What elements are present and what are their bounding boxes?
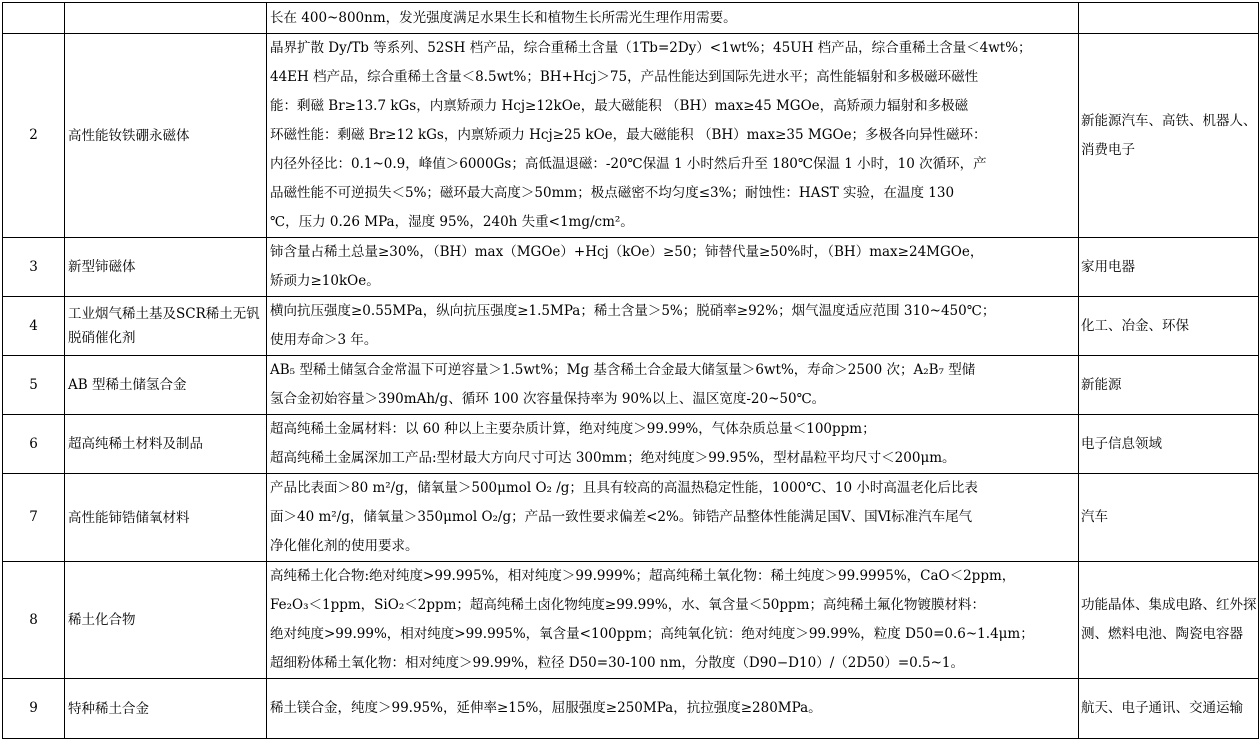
spec-line: 内径外径比：0.1~0.9，峰值＞6000Gs；高低温退磁：-20℃保温 1 小时然后升至 180℃保温 1 小时，10 次循环，产	[270, 156, 987, 172]
row-number: 3	[3, 238, 65, 297]
technical-spec	[267, 356, 1079, 415]
table-row	[3, 297, 1259, 356]
spec-line: 净化催化剂的使用要求。	[270, 538, 419, 554]
spec-line: Fe₂O₃＜1ppm，SiO₂＜2ppm；超高纯稀土卤化物纯度≥99.99%，水、氧含量＜50ppm；高纯稀土氟化物镀膜材料：	[270, 597, 985, 613]
table-row	[3, 415, 1259, 474]
application-field: 新能源汽车、高铁、机器人、消费电子	[1079, 34, 1259, 238]
rare-earth-materials-table	[2, 2, 1259, 739]
technical-spec	[267, 238, 1079, 297]
product-name: 工业烟气稀土基及SCR稀土无钒脱硝催化剂	[65, 297, 267, 356]
table-row	[3, 356, 1259, 415]
application-field: 化工、冶金、环保	[1079, 297, 1259, 356]
application-field: 电子信息领域	[1079, 415, 1259, 474]
table-row	[3, 679, 1259, 739]
spec-line: 品磁性能不可逆损失＜5%；磁环最大高度＞50mm；极点磁密不均匀度≤3%；耐蚀性：HAST 实验，在温度 130	[270, 185, 955, 201]
product-name: 高性能钕铁硼永磁体	[65, 34, 267, 238]
technical-spec	[267, 297, 1079, 356]
table-row	[3, 562, 1259, 679]
spec-line: 面＞40 m²/g，储氧量＞350μmol O₂/g；产品一致性要求偏差<2%。铈锆产品整体性能满足国Ⅴ、国Ⅵ标准汽车尾气	[270, 509, 973, 525]
spec-line: 氢合金初始容量＞390mAh/g、循环 100 次容量保持率为 90%以上、温区宽度-20~50℃。	[270, 391, 826, 407]
row-number: 6	[3, 415, 65, 474]
application-field	[1079, 3, 1259, 34]
table-row	[3, 3, 1259, 34]
product-name: AB 型稀土储氢合金	[65, 356, 267, 415]
technical-spec	[267, 679, 1079, 739]
table-row	[3, 238, 1259, 297]
spec-line: 44EH 档产品，综合重稀土含量＜8.5wt%；BH+Hcj＞75，产品性能达到国际先进水平；高性能辐射和多极磁环磁性	[270, 69, 979, 85]
application-field: 汽车	[1079, 474, 1259, 562]
product-name	[65, 3, 267, 34]
technical-spec	[267, 474, 1079, 562]
row-number: 4	[3, 297, 65, 356]
product-name: 新型铈磁体	[65, 238, 267, 297]
product-name: 高性能铈锆储氧材料	[65, 474, 267, 562]
spec-line: 晶界扩散 Dy/Tb 等系列、52SH 档产品，综合重稀土含量（1Tb=2Dy）<1wt%；45UH 档产品，综合重稀土含量＜4wt%；	[270, 40, 1032, 56]
spec-line: 长在 400~800nm，发光强度满足水果生长和植物生长所需光生理作用需要。	[270, 9, 737, 26]
product-name: 特种稀土合金	[65, 679, 267, 739]
application-field: 航天、电子通讯、交通运输	[1079, 679, 1259, 739]
spec-line: 横向抗压强度≥0.55MPa，纵向抗压强度≥1.5MPa；稀土含量＞5%；脱硝率≥92%；烟气温度适应范围 310~450℃；	[270, 303, 996, 319]
spec-line: 产品比表面＞80 m²/g，储氧量＞500μmol O₂ /g；且具有较高的高温热稳定性能，1000℃、10 小时高温老化后比表	[270, 480, 978, 496]
spec-line: 超高纯稀土金属材料：以 60 种以上主要杂质计算，绝对纯度＞99.99%，气体杂质总量＜100ppm；	[270, 421, 876, 437]
spec-line: 超细粉体稀土氧化物：相对纯度＞99.99%，粒径 D50=30-100 nm，分散度（D90−D10）/（2D50）=0.5~1。	[270, 655, 965, 671]
table-row	[3, 34, 1259, 238]
row-number: 9	[3, 679, 65, 739]
spec-line: 稀土镁合金，纯度＞99.95%，延伸率≥15%，屈服强度≥250MPa，抗拉强度≥280MPa。	[270, 700, 822, 716]
spec-line: 铈含量占稀土总量≥30%，（BH）max（MGOe）+Hcj（kOe）≥50；铈替代量≥50%时，（BH）max≥24MGOe，	[270, 244, 984, 260]
row-number: 5	[3, 356, 65, 415]
spec-line: AB₅ 型稀土储氢合金常温下可逆容量＞1.5wt%；Mg 基含稀土合金最大储氢量＞6wt%，寿命＞2500 次；A₂B₇ 型储	[270, 362, 976, 378]
application-field: 新能源	[1079, 356, 1259, 415]
row-number	[3, 3, 65, 34]
table-row	[3, 474, 1259, 562]
spec-line: 高纯稀土化合物:绝对纯度>99.995%，相对纯度＞99.999%；超高纯稀土氧化物：稀土纯度＞99.9995%，CaO＜2ppm，	[270, 568, 1016, 584]
row-number: 8	[3, 562, 65, 679]
technical-spec	[267, 34, 1079, 238]
spec-line: 超高纯稀土金属深加工产品:型材最大方向尺寸可达 300mm；绝对纯度＞99.95%，型材晶粒平均尺寸＜200μm。	[270, 450, 956, 466]
spec-line: ℃，压力 0.26 MPa，湿度 95%，240h 失重<1mg/cm²。	[270, 214, 634, 230]
spec-line: 能：剩磁 Br≥13.7 kGs，内禀矫顽力 Hcj≥12kOe，最大磁能积 （BH）max≥45 MGOe，高矫顽力辐射和多极磁	[270, 98, 969, 114]
spec-line: 使用寿命＞3 年。	[270, 332, 378, 348]
spec-line: 矫顽力≥10kOe。	[270, 273, 380, 289]
application-field: 家用电器	[1079, 238, 1259, 297]
spec-line: 绝对纯度>99.99%，相对纯度>99.995%，氧含量<100ppm；高纯氧化钪：绝对纯度＞99.99%，粒度 D50=0.6~1.4μm；	[270, 626, 1034, 642]
technical-spec	[267, 3, 1079, 34]
row-number: 7	[3, 474, 65, 562]
technical-spec	[267, 415, 1079, 474]
row-number: 2	[3, 34, 65, 238]
product-name: 超高纯稀土材料及制品	[65, 415, 267, 474]
product-name: 稀土化合物	[65, 562, 267, 679]
application-field: 功能晶体、集成电路、红外探测、燃料电池、陶瓷电容器	[1079, 562, 1259, 679]
technical-spec	[267, 562, 1079, 679]
spec-line: 环磁性能：剩磁 Br≥12 kGs，内禀矫顽力 Hcj≥25 kOe，最大磁能积 （BH）max≥35 MGOe；多极各向异性磁环：	[270, 127, 987, 143]
